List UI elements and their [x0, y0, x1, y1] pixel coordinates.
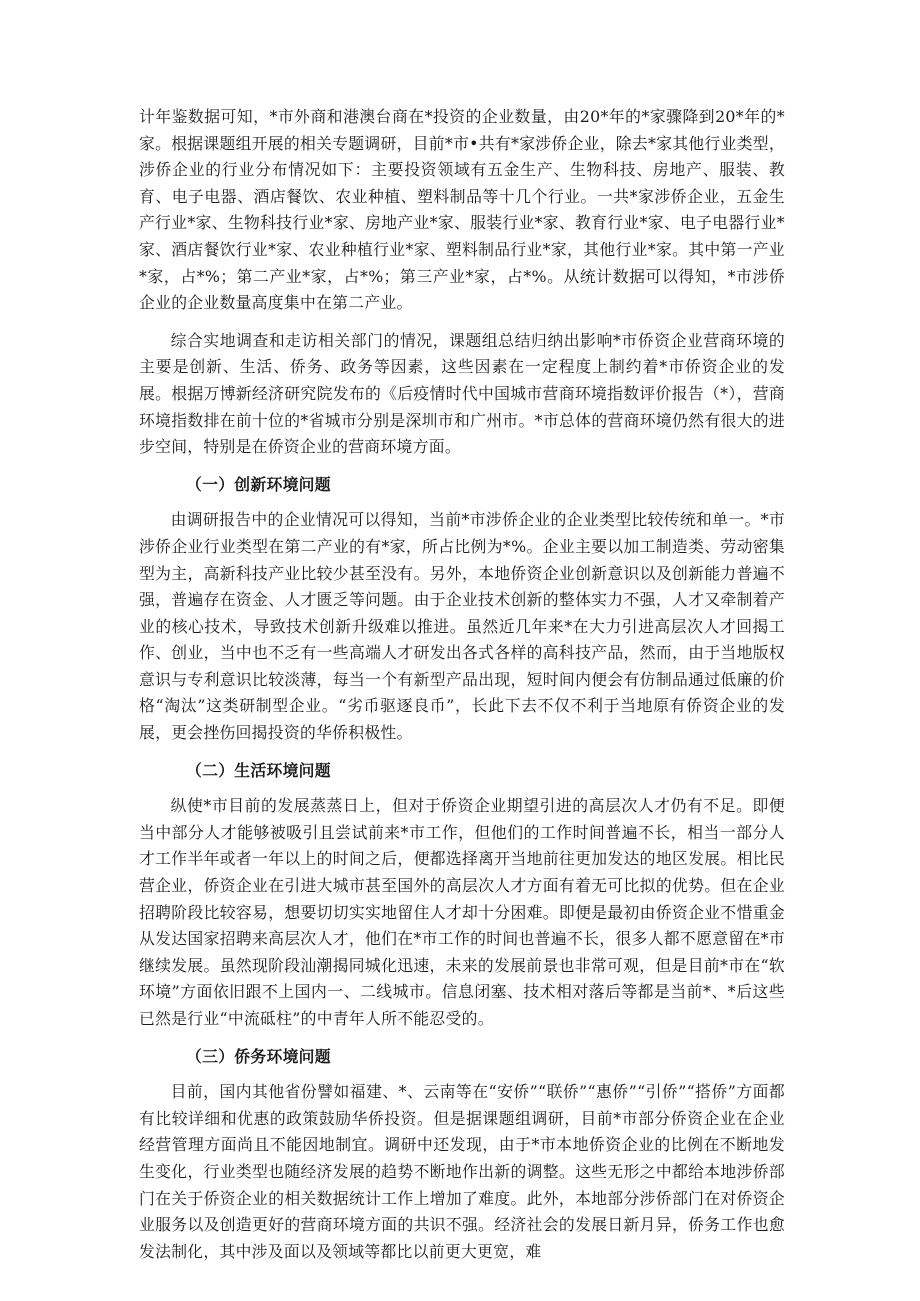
- paragraph-business-environment-overview: 综合实地调查和走访相关部门的情况，课题组总结归纳出影响*市侨资企业营商环境的主要是创新、生活、侨务、政务等因素，这些因素在一定程度上制约着*市侨资企业的发展。根据万博新经济研究院发布的《后疫情时代中国城市营商环境指数评价报告（*），营商环境指数排在前十位的*省城市分别是深圳市和广州市。*市总体的营商环境仍然有很大的进步空间，特别是在侨资企业的营商环境方面。: [139, 330, 785, 457]
- section-heading-overseas-affairs: （三）侨务环境问题: [186, 1046, 331, 1066]
- paragraph-industry-statistics: 计年鉴数据可知，*市外商和港澳台商在*投资的企业数量，由20*年的*家骤降到20*年的*家。根据课题组开展的相关专题调研，目前*市•共有*家涉侨企业，除去*家其他行业类型，涉侨企业的行业分布情况如下：主要投资领域有五金生产、生物科技、房地产、服装、教育、电子电器、酒店餐饮、农业种植、塑料制品等十几个行业。一共*家涉侨企业，五金生产行业*家、生物科技行业*家、房地产业*家、服装行业*家、教育行业*家、电子电器行业*家、酒店餐饮行业*家、农业种植行业*家、塑料制品行业*家，其他行业*家。其中第一产业*家，占*%；第二产业*家，占*%；第三产业*家，占*%。从统计数据可以得知，*市涉侨企业的企业数量高度集中在第二产业。: [139, 107, 785, 313]
- section-heading-living: （二）生活环境问题: [186, 760, 331, 780]
- paragraph-living-environment: 纵使*市目前的发展蒸蒸日上，但对于侨资企业期望引进的高层次人才仍有不足。即便当中部分人才能够被吸引且尝试前来*市工作，但他们的工作时间普遍不长，相当一部分人才工作半年或者一年以上的时间之后，便都选择离开当地前往更加发达的地区发展。相比民营企业，侨资企业在引进大城市甚至国外的高层次人才方面有着无可比拟的优势。但在企业招聘阶段比较容易，想要切切实实地留住人才却十分困难。即便是最初由侨资企业不惜重金从发达国家招聘来高层次人才，他们在*市工作的时间也普遍不长，很多人都不愿意留在*市继续发展。虽然现阶段汕潮揭同城化迅速，未来的发展前景也非常可观，但是目前*市在“软环境”方面依旧跟不上国内一、二线城市。信息闭塞、技术相对落后等都是当前*、*后这些已然是行业“中流砥柱”的中青年人所不能忍受的。: [139, 796, 785, 1028]
- document-page: [139, 104, 785, 1265]
- paragraph-innovation-environment: 由调研报告中的企业情况可以得知，当前*市涉侨企业的企业类型比较传统和单一。*市涉侨企业行业类型在第二产业的有*家，所占比例为*%。企业主要以加工制造类、劳动密集型为主，高新科技产业比较少甚至没有。另外，本地侨资企业创新意识以及创新能力普遍不强，普遍存在资金、人才匮乏等问题。由于企业技术创新的整体实力不强，人才又牵制着产业的核心技术，导致技术创新升级难以推进。虽然近几年来*在大力引进高层次人才回揭工作、创业，当中也不乏有一些高端人才研发出各式各样的高科技产品，然而，由于当地版权意识与专利意识比较淡薄，每当一个有新型产品出现，短时间内便会有仿制品通过低廉的价格“淘汰”这类研制型企业。“劣币驱逐良币”，长此下去不仅不利于当地原有侨资企业的发展，更会挫伤回揭投资的华侨积极性。: [139, 510, 785, 743]
- paragraph-overseas-affairs-environment: 目前，国内其他省份譬如福建、*、云南等在“安侨”“联侨”“惠侨”“引侨”“搭侨”方面都有比较详细和优惠的政策鼓励华侨投资。但是据课题组调研，目前*市部分侨资企业在企业经营管理方面尚且不能因地制宜。调研中还发现，由于*市本地侨资企业的比例在不断地发生变化，行业类型也随经济发展的趋势不断地作出新的调整。这些无形之中都给本地涉侨部门在关于侨资企业的相关数据统计工作上增加了难度。此外，本地部分涉侨部门在对侨资企业服务以及创造更好的营商环境方面的共识不强。经济社会的发展日新月异，侨务工作也愈发法制化，其中涉及面以及领域等都比以前更大更宽，难: [139, 1082, 785, 1261]
- section-heading-innovation: （一）创新环境问题: [186, 474, 331, 494]
